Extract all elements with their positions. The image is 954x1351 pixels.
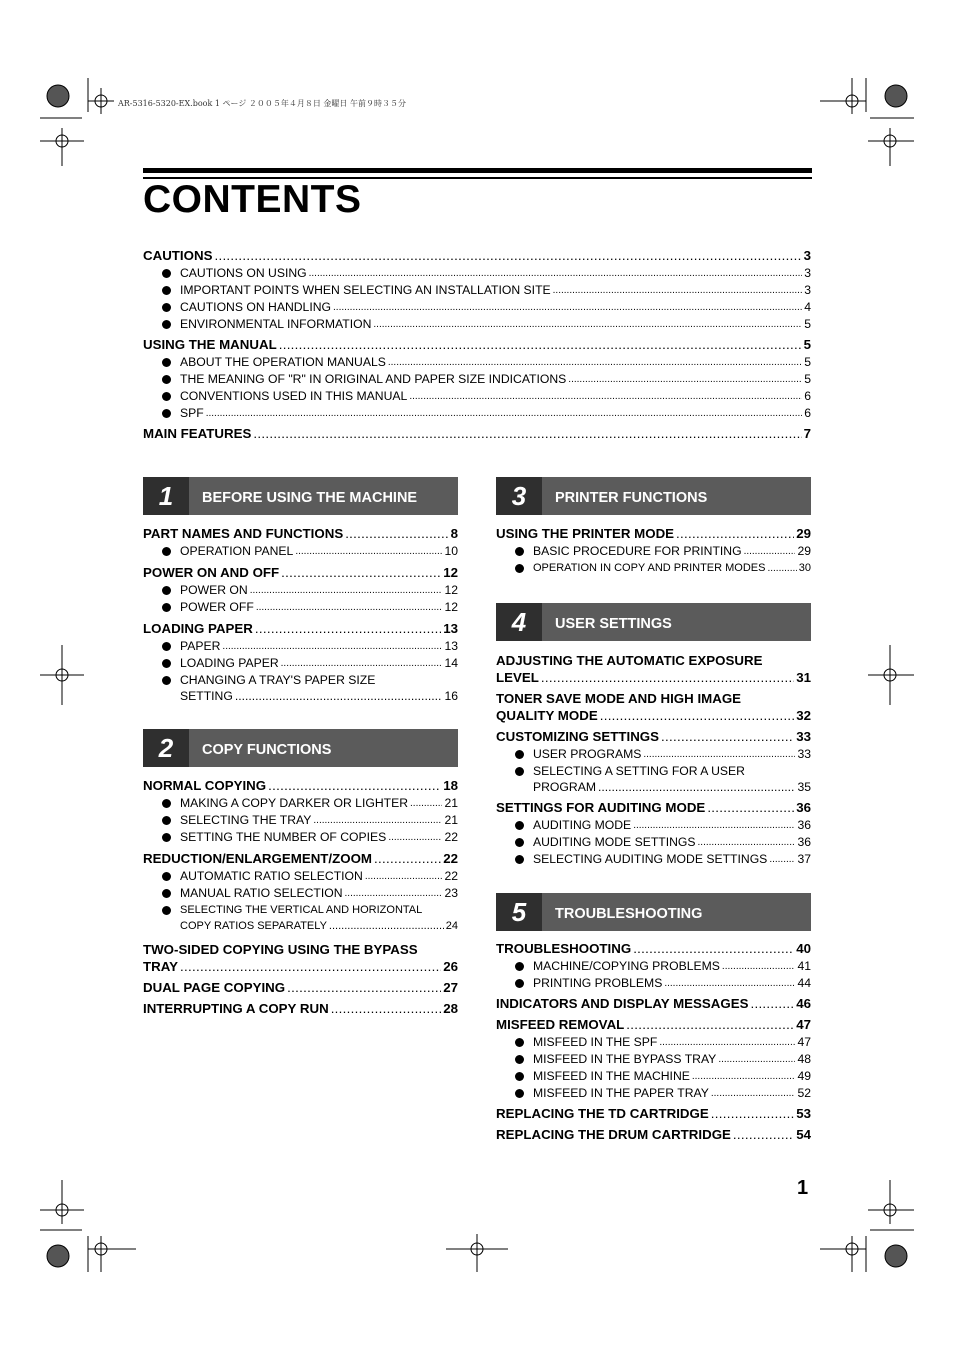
toc-entry-using-manual[interactable]: USING THE MANUAL ..... 5 [143, 336, 811, 354]
toc-sub-entry[interactable]: CAUTIONS ON USING ..... 3 [143, 265, 811, 282]
toc-sub-entry[interactable]: MISFEED IN THE MACHINE ..... 49 [496, 1068, 811, 1085]
bullet-icon [515, 547, 524, 556]
bullet-icon [515, 821, 524, 830]
page-title: CONTENTS [143, 178, 362, 221]
toc-entry-main-features[interactable]: MAIN FEATURES ..... 7 [143, 425, 811, 443]
toc-entry[interactable]: REPLACING THE DRUM CARTRIDGE ..... 54 [496, 1126, 811, 1144]
bullet-icon [515, 767, 524, 776]
bullet-icon [162, 816, 171, 825]
toc-sub-entry[interactable]: LOADING PAPER ..... 14 [143, 655, 458, 672]
toc-sub-entry-cont[interactable]: COPY RATIOS SEPARATELY ..... 24 [143, 918, 458, 935]
chapter-title: TROUBLESHOOTING [555, 906, 703, 922]
toc-sub-entry[interactable]: MANUAL RATIO SELECTION ..... 23 [143, 885, 458, 902]
toc-sub-entry[interactable]: AUDITING MODE SETTINGS ..... 36 [496, 834, 811, 851]
toc-entry[interactable]: DUAL PAGE COPYING ..... 27 [143, 979, 458, 997]
chapter-title: USER SETTINGS [555, 616, 672, 632]
bullet-icon [515, 564, 524, 573]
toc-sub-entry[interactable]: SETTING THE NUMBER OF COPIES ..... 22 [143, 829, 458, 846]
toc-sub-entry[interactable]: OPERATION PANEL ..... 10 [143, 543, 458, 560]
bullet-icon [162, 375, 171, 384]
toc-sub-entry[interactable]: CONVENTIONS USED IN THIS MANUAL ..... 6 [143, 388, 811, 405]
chapter-number: 4 [496, 603, 542, 641]
bullet-icon [162, 392, 171, 401]
bullet-icon [162, 586, 171, 595]
toc-entry-cont[interactable]: LEVEL ..... 31 [496, 669, 811, 687]
chapter-2-header[interactable] [143, 729, 458, 767]
bullet-icon [162, 286, 171, 295]
toc-sub-entry-line[interactable]: SELECTING A SETTING FOR A USER [496, 763, 811, 779]
toc-sub-entry-line[interactable]: SELECTING THE VERTICAL AND HORIZONTAL [143, 902, 458, 918]
toc-sub-entry[interactable]: BASIC PROCEDURE FOR PRINTING ..... 29 [496, 543, 811, 560]
toc-entry[interactable]: CUSTOMIZING SETTINGS ..... 33 [496, 728, 811, 746]
toc-sub-entry[interactable]: MACHINE/COPYING PROBLEMS ..... 41 [496, 958, 811, 975]
bullet-icon [162, 659, 171, 668]
chapter-number: 5 [496, 893, 542, 931]
toc-sub-entry-cont[interactable]: PROGRAM ..... 35 [496, 779, 811, 796]
toc-entry-cautions[interactable]: CAUTIONS ..... 3 [143, 247, 811, 265]
toc-sub-entry[interactable]: ABOUT THE OPERATION MANUALS ..... 5 [143, 354, 811, 371]
bullet-icon [162, 547, 171, 556]
bullet-icon [162, 358, 171, 367]
bullet-icon [162, 320, 171, 329]
bullet-icon [515, 979, 524, 988]
chapter-number: 1 [143, 477, 189, 515]
toc-sub-entry[interactable]: USER PROGRAMS ..... 33 [496, 746, 811, 763]
bullet-icon [515, 962, 524, 971]
bullet-icon [162, 603, 171, 612]
chapter-1-header[interactable] [143, 477, 458, 515]
toc-entry[interactable]: MISFEED REMOVAL ..... 47 [496, 1016, 811, 1034]
bullet-icon [162, 409, 171, 418]
bullet-icon [515, 1072, 524, 1081]
toc-entry-cont[interactable]: TRAY ..... 26 [143, 958, 458, 976]
toc-sub-entry[interactable]: SELECTING AUDITING MODE SETTINGS ..... 37 [496, 851, 811, 868]
bullet-icon [515, 750, 524, 759]
header-note: AR-5316-5320-EX.book 1 ページ ２００５年４月８日 金曜日 午前９時３５分 [118, 99, 406, 108]
chapter-number: 2 [143, 729, 189, 767]
toc-entry-line[interactable]: ADJUSTING THE AUTOMATIC EXPOSURE [496, 653, 763, 668]
chapter-2-toc [143, 774, 458, 1018]
toc-sub-entry[interactable]: THE MEANING OF "R" IN ORIGINAL AND PAPER SIZE INDICATIONS ..... 5 [143, 371, 811, 388]
toc-sub-entry[interactable]: POWER OFF ..... 12 [143, 599, 458, 616]
chapter-title: BEFORE USING THE MACHINE [202, 490, 418, 506]
toc-entry[interactable]: REDUCTION/ENLARGEMENT/ZOOM ..... 22 [143, 850, 458, 868]
toc-entry[interactable]: PART NAMES AND FUNCTIONS ..... 8 [143, 525, 458, 543]
chapter-1-toc [143, 522, 458, 705]
toc-entry[interactable]: SETTINGS FOR AUDITING MODE ..... 36 [496, 799, 811, 817]
chapter-title: PRINTER FUNCTIONS [555, 490, 708, 506]
chapter-title: COPY FUNCTIONS [202, 742, 332, 758]
bullet-icon [515, 1089, 524, 1098]
toc-sub-entry[interactable]: MISFEED IN THE BYPASS TRAY ..... 48 [496, 1051, 811, 1068]
intro-toc [143, 244, 811, 443]
chapter-4-toc [496, 649, 811, 868]
bullet-icon [162, 799, 171, 808]
toc-entry-cont[interactable]: QUALITY MODE ..... 32 [496, 707, 811, 725]
page-number: 1 [797, 1177, 809, 1199]
toc-entry[interactable]: INTERRUPTING A COPY RUN ..... 28 [143, 1000, 458, 1018]
toc-entry-line[interactable]: TONER SAVE MODE AND HIGH IMAGE [496, 691, 742, 706]
toc-sub-entry[interactable]: MISFEED IN THE PAPER TRAY ..... 52 [496, 1085, 811, 1102]
title-rule-thick [143, 168, 812, 173]
toc-sub-entry[interactable]: MISFEED IN THE SPF ..... 47 [496, 1034, 811, 1051]
toc-entry[interactable]: USING THE PRINTER MODE ..... 29 [496, 525, 811, 543]
toc-sub-entry[interactable]: CAUTIONS ON HANDLING ..... 4 [143, 299, 811, 316]
toc-sub-entry[interactable]: OPERATION IN COPY AND PRINTER MODES ..... 30 [496, 560, 811, 577]
toc-sub-entry[interactable]: AUDITING MODE ..... 36 [496, 817, 811, 834]
bullet-icon [162, 303, 171, 312]
bullet-icon [162, 642, 171, 651]
toc-sub-entry[interactable]: MAKING A COPY DARKER OR LIGHTER ..... 21 [143, 795, 458, 812]
toc-sub-entry-line[interactable]: CHANGING A TRAY'S PAPER SIZE [143, 672, 458, 688]
chapter-3-header[interactable] [496, 477, 811, 515]
toc-entry[interactable]: POWER ON AND OFF ..... 12 [143, 564, 458, 582]
toc-sub-entry-cont[interactable]: SETTING ..... 16 [143, 688, 458, 705]
bullet-icon [515, 1038, 524, 1047]
toc-sub-entry[interactable]: IMPORTANT POINTS WHEN SELECTING AN INSTALLATION SITE ..... 3 [143, 282, 811, 299]
toc-sub-entry[interactable]: SELECTING THE TRAY ..... 21 [143, 812, 458, 829]
toc-sub-entry[interactable]: ENVIRONMENTAL INFORMATION ..... 5 [143, 316, 811, 333]
bullet-icon [162, 676, 171, 685]
toc-entry-line[interactable]: TWO-SIDED COPYING USING THE BYPASS [143, 942, 418, 957]
bullet-icon [515, 838, 524, 847]
toc-entry[interactable]: NORMAL COPYING ..... 18 [143, 777, 458, 795]
bullet-icon [162, 889, 171, 898]
toc-entry[interactable]: LOADING PAPER ..... 13 [143, 620, 458, 638]
toc-entry[interactable]: REPLACING THE TD CARTRIDGE ..... 53 [496, 1105, 811, 1123]
chapter-5-toc [496, 937, 811, 1144]
chapter-5-header[interactable] [496, 893, 811, 931]
bullet-icon [515, 855, 524, 864]
bullet-icon [162, 906, 171, 915]
toc-sub-entry[interactable]: AUTOMATIC RATIO SELECTION ..... 22 [143, 868, 458, 885]
chapter-3-toc [496, 522, 811, 577]
chapter-4-header[interactable] [496, 603, 811, 641]
toc-sub-entry[interactable]: PAPER ..... 13 [143, 638, 458, 655]
toc-sub-entry[interactable]: PRINTING PROBLEMS ..... 44 [496, 975, 811, 992]
bullet-icon [162, 872, 171, 881]
toc-entry[interactable]: INDICATORS AND DISPLAY MESSAGES ..... 46 [496, 995, 811, 1013]
bullet-icon [162, 833, 171, 842]
toc-entry[interactable]: TROUBLESHOOTING ..... 40 [496, 940, 811, 958]
bullet-icon [515, 1055, 524, 1064]
toc-sub-entry[interactable]: SPF ..... 6 [143, 405, 811, 422]
chapter-number: 3 [496, 477, 542, 515]
bullet-icon [162, 269, 171, 278]
toc-sub-entry[interactable]: POWER ON ..... 12 [143, 582, 458, 599]
